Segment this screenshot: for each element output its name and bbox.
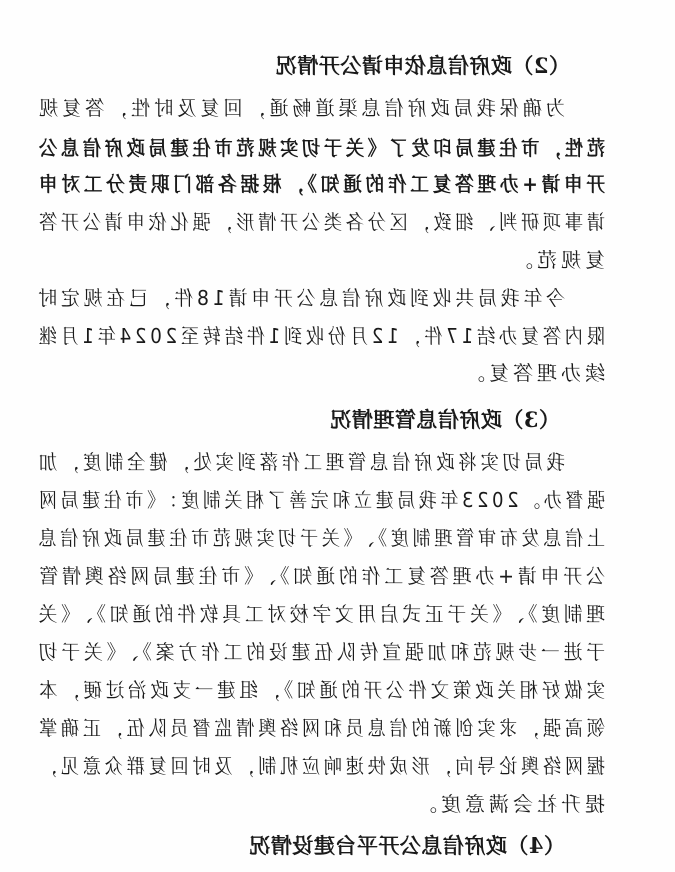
paragraph-line: 为确保我局政府信息渠道畅通，回复及时性，答复规 bbox=[35, 96, 565, 120]
section-heading: （4）政府信息公开平台建设情况 bbox=[248, 833, 565, 858]
paragraph-line: 领高强，求实创新的信息员和网络舆情监督员队伍，正确掌 bbox=[35, 716, 605, 740]
paragraph-line: 复规范。 bbox=[509, 248, 605, 272]
paragraph-line: 请事项研判、细致，区分各类公开情形，强化依申请公开答 bbox=[35, 210, 605, 234]
paragraph-line: 提升社会满意度。 bbox=[413, 792, 605, 816]
paragraph-line: 实做好相关政策文件公开的通知》，组建一支政治过硬，本 bbox=[35, 678, 605, 702]
paragraph-line: 今年我局共收到政府信息公开申请18件，已在规定时 bbox=[34, 286, 565, 310]
section-heading: （2）政府信息依申请公开情况 bbox=[275, 53, 570, 78]
paragraph-line: 续办理答复。 bbox=[461, 361, 605, 385]
paragraph-line: 范性，市住建局印发了《关于切实规范市住建局政府信息公 bbox=[35, 136, 605, 160]
paragraph-line: 强督办。2023年我局建立和完善了相关制度：《市住建局网 bbox=[35, 488, 605, 512]
paragraph-line: 理制度》、《关于正式启用文字校对工具软件的通知》、《关 bbox=[34, 602, 605, 626]
section-heading: （3）政府信息管理情况 bbox=[329, 407, 560, 432]
paragraph-line: 开申请+办理答复工作的通知》，根据各部门职责分工对申 bbox=[35, 172, 605, 196]
paragraph-line: 限内答复办结17件，12月份收到1件结转至2024年1月继 bbox=[34, 324, 605, 348]
paragraph-line: 我局切实将政府信息管理工作落到实处，健全制度，加 bbox=[35, 450, 565, 474]
paragraph-line: 握网络舆论导向，形成快速响应机制，及时回复群众意见， bbox=[35, 754, 605, 778]
paragraph-line: 上信息发布审管理制度》、《关于切实规范市住建局政府信息 bbox=[34, 526, 605, 550]
paragraph-line: 于进一步规范和加强宣传队伍建设的工作方案》、《关于切 bbox=[34, 640, 605, 664]
paragraph-line: 公开申请+办理答复工作的通知》、《市住建局网络舆情管 bbox=[35, 564, 605, 588]
